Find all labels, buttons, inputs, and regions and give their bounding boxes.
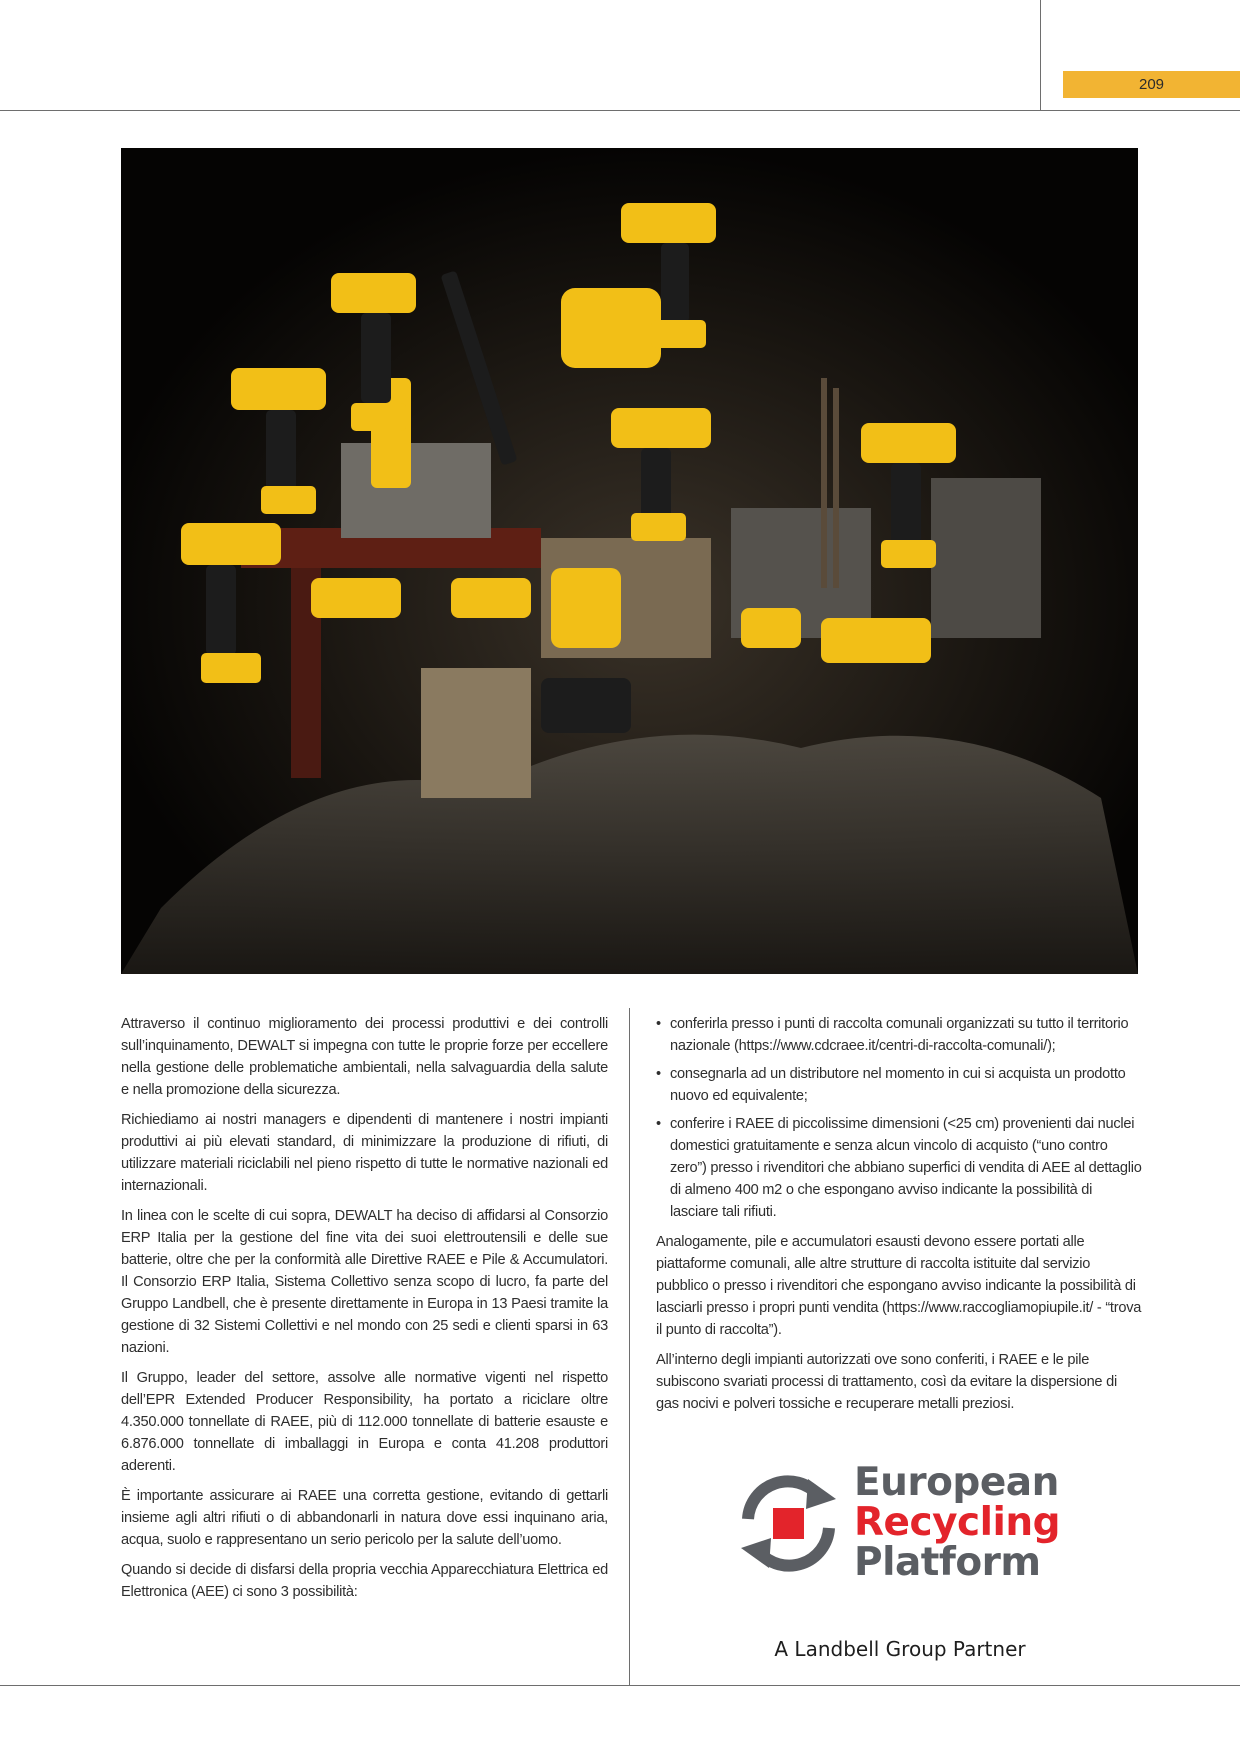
- footer-rule: [0, 1685, 1240, 1686]
- left-column: [121, 1013, 608, 1611]
- bullet-icon: •: [656, 1116, 661, 1132]
- header-vertical-rule: [1040, 0, 1041, 110]
- page-number: 209: [1063, 71, 1240, 98]
- body-paragraph: Richiediamo ai nostri managers e dipendenti di mantenere i nostri impianti produttivi ai più elevati standard, di minimizzare la produzione di rifiuti, di utilizzare materiali riciclabili nel pieno rispetto di tutte le normative nazionali ed internazionali.: [121, 1112, 608, 1194]
- bullet-icon: •: [656, 1016, 661, 1032]
- body-paragraph: È importante assicurare ai RAEE una corretta gestione, evitando di gettarli insieme agli altri rifiuti o di abbandonarli in natura dove essi inquinano aria, acqua, suolo e rappresentano un serio pericolo per la salute dell’uomo.: [121, 1488, 608, 1548]
- erp-logo: [736, 1460, 1066, 1623]
- list-item: [656, 1063, 1143, 1107]
- body-paragraph: In linea con le scelte di cui sopra, DEWALT ha deciso di affidarsi al Consorzio ERP Italia per la gestione del fine vita dei suoi elettroutensili e delle sue batterie, oltre che per la conformità alle Direttive RAEE e Pile & Accumulatori. Il Consorzio ERP Italia, Sistema Collettivo senza scopo di lucro, fa parte del Gruppo Landbell, che è presente direttamente in Europa in 13 Paesi tramite la gestione di 32 Sistemi Collettivi e nel mondo con 25 sedi e clienti sparsi in 63 nazioni.: [121, 1208, 608, 1356]
- body-paragraph: Attraverso il continuo miglioramento dei processi produttivi e dei controlli sull’inquinamento, DEWALT si impegna con tutte le proprie forze per eccellere nella gestione delle problematiche ambientali, nella salvaguardia della salute e nella promozione della sicurezza.: [121, 1016, 608, 1098]
- body-paragraph: Quando si decide di disfarsi della propria vecchia Apparecchiatura Elettrica ed Elettronica (AEE) ci sono 3 possibilità:: [121, 1562, 608, 1600]
- logo-tagline: A Landbell Group Partner: [774, 1637, 1026, 1661]
- list-item-text: conferire i RAEE di piccolissime dimensioni (<25 cm) provenienti dai nuclei domestici gratuitamente e senza alcun vincolo di acquisto (“uno contro zero”) presso i rivenditori che abbiano superfici di vendita di AEE al dettaglio di almeno 400 m2 o che espongano avviso indicante la possibilità di lasciare tali rifiuti.: [670, 1116, 1142, 1220]
- header-rule: [0, 110, 1240, 111]
- body-paragraph: Analogamente, pile e accumulatori esausti devono essere portati alle piattaforme comunali, alle altre strutture di raccolta istituite dal servizio pubblico o presso i rivenditori che espongano avviso indicante la possibilità di lasciarli presso i propri punti vendita (https://www.raccogliamopiupile.it/ - “trova il punto di raccolta”).: [656, 1234, 1142, 1338]
- logo-word-platform: Platform: [854, 1540, 1041, 1585]
- logo-word-recycling: Recycling: [854, 1500, 1061, 1545]
- body-paragraph: Il Gruppo, leader del settore, assolve alle normative vigenti nel rispetto dell’EPR Extended Producer Responsibility, ha portato a riciclare oltre 4.350.000 tonnellate di RAEE, più di 112.000 tonnellate di batterie esauste e 6.876.000 tonnellate di imballaggi in Europa e conta 41.208 produttori aderenti.: [121, 1370, 608, 1474]
- options-list: [656, 1013, 1143, 1223]
- body-paragraph: All’interno degli impianti autorizzati ove sono conferiti, i RAEE e le pile subiscono svariati processi di trattamento, così da evitare la dispersione di gas nocivi e polveri tossiche e recuperare metalli preziosi.: [656, 1352, 1117, 1412]
- column-divider: [629, 1008, 630, 1685]
- right-column: [656, 1013, 1143, 1423]
- recycling-arrows-icon: [736, 1471, 841, 1576]
- list-item-text: conferirla presso i punti di raccolta comunali organizzati su tutto il territorio nazionale (https://www.cdcraee.it/centri-di-raccolta-comunali/);: [670, 1016, 1129, 1054]
- dewalt-tools-photo: [121, 148, 1138, 974]
- list-item: [656, 1113, 1143, 1223]
- list-item: [656, 1013, 1143, 1057]
- logo-word-european: European: [854, 1460, 1059, 1505]
- bullet-icon: •: [656, 1066, 661, 1082]
- list-item-text: consegnarla ad un distributore nel momento in cui si acquista un prodotto nuovo ed equivalente;: [670, 1066, 1126, 1104]
